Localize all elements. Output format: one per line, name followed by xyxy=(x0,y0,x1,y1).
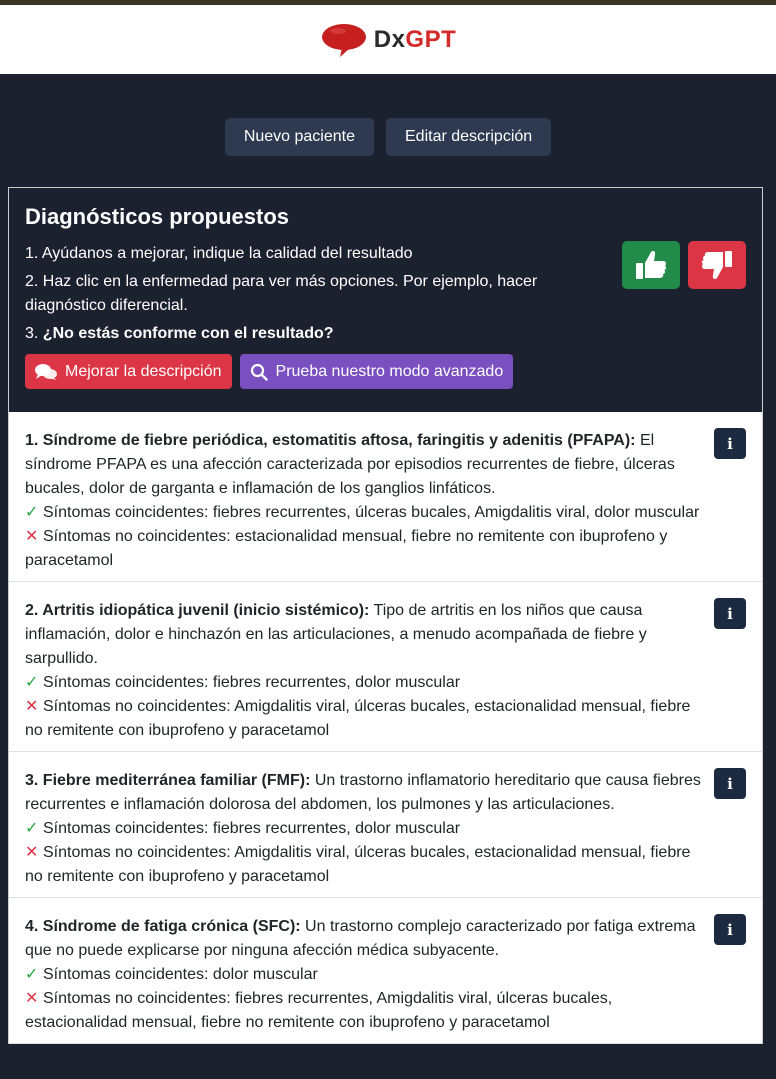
thumbs-up-button[interactable] xyxy=(622,241,680,289)
advanced-mode-button[interactable]: Prueba nuestro modo avanzado xyxy=(240,354,514,389)
diagnosis-description: Un trastorno inflamatorio hereditario que causa fiebres recurrentes e inflamación dolorosa del abdomen, los pulmones y las articulaciones. xyxy=(25,772,701,813)
diagnosis-name: 1. Síndrome de fiebre periódica, estomatitis aftosa, faringitis y adenitis (PFAPA): xyxy=(25,432,636,449)
non-matching-symptoms: ✕ Síntomas no coincidentes: estacionalidad mensual, fiebre no remitente con ibuprofeno y paracetamol xyxy=(25,525,702,573)
diagnoses-list xyxy=(9,412,762,1044)
cross-icon: ✕ xyxy=(25,698,39,715)
diagnosis-item[interactable] xyxy=(9,898,762,1044)
non-matching-symptoms: ✕ Síntomas no coincidentes: Amigdalitis viral, úlceras bucales, estacionalidad mensual, fiebre no remitente con ibuprofeno y paracetamol xyxy=(25,841,702,889)
thumbs-down-icon xyxy=(700,249,734,281)
diagnosis-item[interactable] xyxy=(9,412,762,582)
matching-symptoms: ✓ Síntomas coincidentes: fiebres recurrentes, dolor muscular xyxy=(25,671,702,695)
check-icon: ✓ xyxy=(25,820,39,837)
info-button[interactable]: i xyxy=(714,914,746,945)
thumbs-down-button[interactable] xyxy=(688,241,746,289)
panel-title: Diagnósticos propuestos xyxy=(25,204,290,229)
matching-symptoms: ✓ Síntomas coincidentes: fiebres recurrentes, úlceras bucales, Amigdalitis viral, dolor muscular xyxy=(25,501,702,525)
step-2: 2. Haz clic en la enfermedad para ver más opciones. Por ejemplo, hacer diagnóstico diferencial. xyxy=(25,273,538,314)
info-button[interactable]: i xyxy=(714,768,746,799)
feedback-buttons xyxy=(622,241,746,289)
cross-icon: ✕ xyxy=(25,990,39,1007)
cross-icon: ✕ xyxy=(25,844,39,861)
panel-header xyxy=(9,188,762,412)
comments-icon xyxy=(35,363,57,381)
edit-description-button[interactable]: Editar descripción xyxy=(386,118,551,156)
search-icon xyxy=(250,363,268,381)
action-row xyxy=(25,354,746,389)
check-icon: ✓ xyxy=(25,966,39,983)
top-buttons xyxy=(0,118,776,156)
cross-icon: ✕ xyxy=(25,528,39,545)
diagnosis-description: Un trastorno complejo caracterizado por fatiga extrema que no puede explicarse por ninguna afección médica subyacente. xyxy=(25,918,696,959)
diagnoses-panel xyxy=(8,187,763,1044)
logo[interactable] xyxy=(320,22,457,58)
step-3: 3. ¿No estás conforme con el resultado? xyxy=(25,325,334,342)
new-patient-button[interactable]: Nuevo paciente xyxy=(225,118,374,156)
matching-symptoms: ✓ Síntomas coincidentes: fiebres recurrentes, dolor muscular xyxy=(25,817,702,841)
diagnosis-name: 4. Síndrome de fatiga crónica (SFC): xyxy=(25,918,301,935)
info-button[interactable]: i xyxy=(714,598,746,629)
diagnosis-name: 2. Artritis idiopática juvenil (inicio sistémico): xyxy=(25,602,370,619)
diagnosis-name: 3. Fiebre mediterránea familiar (FMF): xyxy=(25,772,311,789)
info-button[interactable]: i xyxy=(714,428,746,459)
check-icon: ✓ xyxy=(25,504,39,521)
thumbs-up-icon xyxy=(634,249,668,281)
diagnosis-description: Tipo de artritis en los niños que causa inflamación, dolor e hinchazón en las articulaciones, a menudo acompañada de fiebre y sarpullido. xyxy=(25,602,647,667)
logo-text: DxGPT xyxy=(373,25,457,53)
non-matching-symptoms: ✕ Síntomas no coincidentes: fiebres recurrentes, Amigdalitis viral, úlceras bucales, estacionalidad mensual, fiebre no remitente con ibuprofeno y paracetamol xyxy=(25,987,702,1035)
non-matching-symptoms: ✕ Síntomas no coincidentes: Amigdalitis viral, úlceras bucales, estacionalidad mensual, fiebre no remitente con ibuprofeno y paracetamol xyxy=(25,695,702,743)
diagnosis-description: El síndrome PFAPA es una afección caracterizada por episodios recurrentes de fiebre, úlceras bucales, dolor de garganta e inflamación de los ganglios linfáticos. xyxy=(25,432,675,497)
diagnosis-item[interactable] xyxy=(9,752,762,898)
step-1: 1. Ayúdanos a mejorar, indique la calidad del resultado xyxy=(25,245,413,262)
matching-symptoms: ✓ Síntomas coincidentes: dolor muscular xyxy=(25,963,702,987)
diagnosis-item[interactable] xyxy=(9,582,762,752)
check-icon: ✓ xyxy=(25,674,39,691)
speech-bubble-icon xyxy=(320,22,368,58)
header xyxy=(0,5,776,74)
improve-description-button[interactable]: Mejorar la descripción xyxy=(25,354,232,389)
